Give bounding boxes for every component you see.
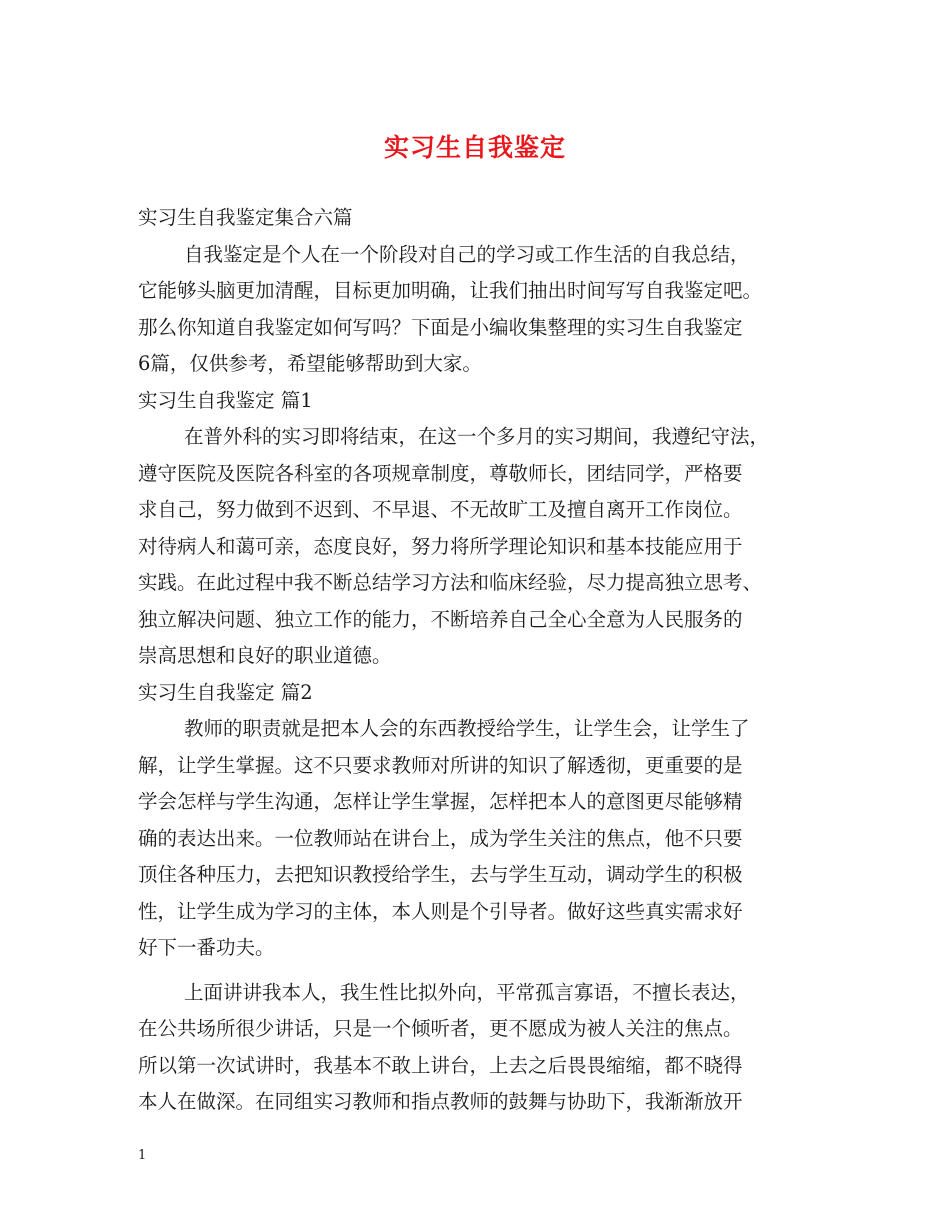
section-1-paragraph-line: 遵守医院及医院各科室的各项规章制度，尊敬师长，团结同学，严格要	[138, 461, 743, 485]
section-2-paragraph-2-line: 在公共场所很少讲话，只是一个倾听者，更不愿成为被人关注的焦点。	[138, 1017, 743, 1040]
intro-paragraph-line: 自我鉴定是个人在一个阶段对自己的学习或工作生活的自我总结，	[184, 242, 750, 266]
section-2-paragraph-line: 好下一番功夫。	[138, 936, 275, 959]
section-2-paragraph-2-line: 上面讲讲我本人，我生性比拟外向，平常孤言寡语，不擅长表达，	[184, 980, 750, 1004]
document-body	[138, 200, 818, 1121]
section-1-paragraph-line: 对待病人和蔼可亲，态度良好，努力将所学理论知识和基本技能应用于	[138, 534, 743, 558]
section-1-paragraph-line: 求自己，努力做到不迟到、不早退、不无故旷工及擅自离开工作岗位。	[138, 498, 743, 521]
section-2-paragraph-2-line: 所以第一次试讲时，我基本不敢上讲台，上去之后畏畏缩缩，都不晓得	[138, 1053, 743, 1077]
section-1-paragraph-line: 在普外科的实习即将结束，在这一个多月的实习期间，我遵纪守法，	[184, 425, 770, 448]
section-2-paragraph-line: 解，让学生掌握。这不只要求教师对所讲的知识了解透彻，更重要的是	[138, 753, 743, 777]
section-heading-2: 实习生自我鉴定 篇2	[138, 680, 313, 704]
page-number: 1	[138, 1148, 147, 1163]
section-2-paragraph-line: 顶住各种压力，去把知识教授给学生，去与学生互动，调动学生的积极	[138, 863, 743, 886]
subtitle-heading: 实习生自我鉴定集合六篇	[138, 206, 353, 229]
section-2-paragraph-line: 确的表达出来。一位教师站在讲台上，成为学生关注的焦点，他不只要	[138, 826, 743, 850]
section-2-paragraph-2-line: 本人在做深。在同组实习教师和指点教师的鼓舞与协助下，我渐渐放开	[138, 1090, 743, 1113]
intro-paragraph-line: 它能够头脑更加清醒，目标更加明确，让我们抽出时间写写自我鉴定吧。	[138, 279, 763, 302]
section-2-paragraph-line: 教师的职责就是把本人会的东西教授给学生，让学生会，让学生了	[184, 717, 750, 740]
intro-paragraph-line: 那么你知道自我鉴定如何写吗？下面是小编收集整理的实习生自我鉴定	[138, 315, 743, 339]
section-2-paragraph-line: 性，让学生成为学习的主体，本人则是个引导者。做好这些真实需求好	[138, 899, 743, 923]
section-1-paragraph-line: 实践。在此过程中我不断总结学习方法和临床经验，尽力提高独立思考、	[138, 571, 763, 594]
intro-paragraph-line: 6篇，仅供参考，希望能够帮助到大家。	[138, 352, 482, 375]
section-1-paragraph-line: 独立解决问题、独立工作的能力，不断培养自己全心全意为人民服务的	[138, 607, 743, 631]
document-title: 实习生自我鉴定	[383, 133, 566, 162]
section-1-paragraph-line: 崇高思想和良好的职业道德。	[138, 644, 392, 667]
section-heading-1: 实习生自我鉴定 篇1	[138, 388, 313, 412]
section-2-paragraph-line: 学会怎样与学生沟通，怎样让学生掌握，怎样把本人的意图更尽能够精	[138, 790, 743, 813]
